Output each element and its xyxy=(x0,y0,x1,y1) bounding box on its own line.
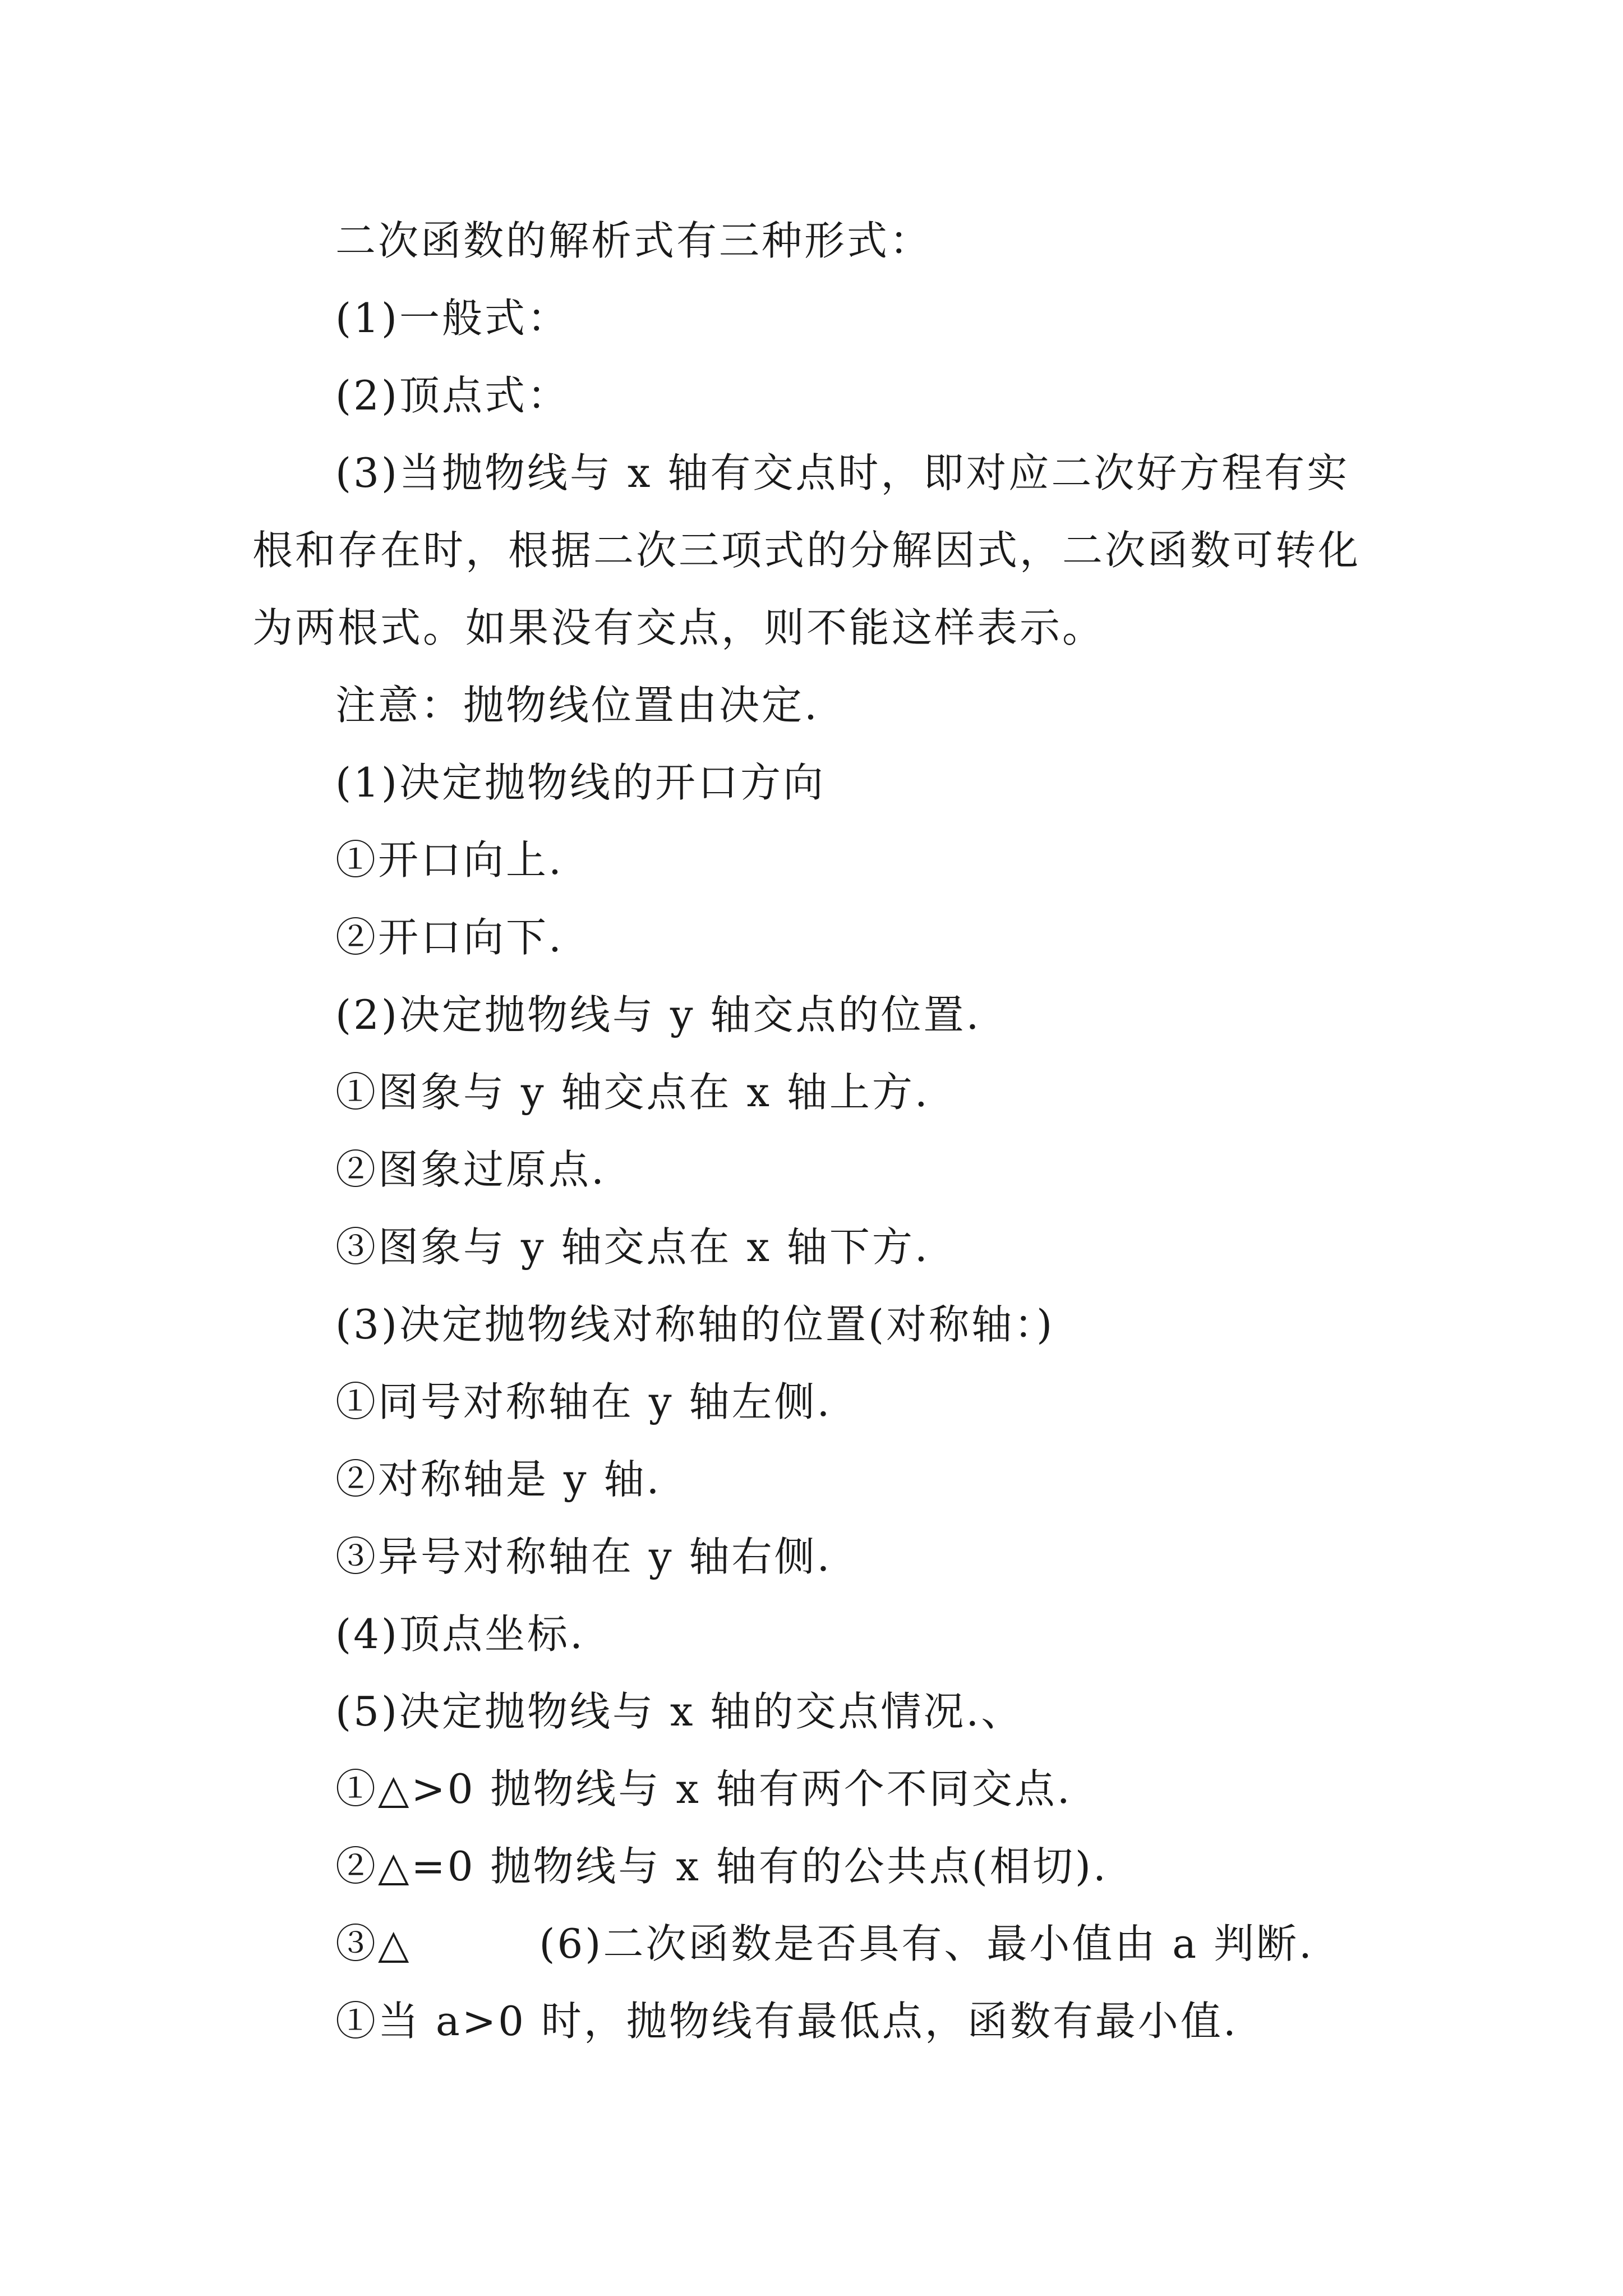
paragraph-line: 二次函数的解析式有三种形式： xyxy=(335,217,933,264)
paragraph-line: ②图象过原点. xyxy=(335,1146,606,1193)
paragraph-line: ①当 a>0 时，抛物线有最低点，函数有最小值. xyxy=(335,1998,1238,2045)
paragraph-line: 注意：抛物线位置由决定. xyxy=(335,682,819,729)
paragraph-line: (1)一般式： xyxy=(335,295,570,342)
paragraph-line: ③△ (6)二次函数是否具有、最小值由 a 判断. xyxy=(335,1920,1314,1967)
paragraph-line: ②开口向下. xyxy=(335,914,564,961)
paragraph-line: 根和存在时，根据二次三项式的分解因式，二次函数可转化 xyxy=(252,527,1361,574)
paragraph-line: (2)顶点式： xyxy=(335,372,570,419)
paragraph-line: ③异号对称轴在 y 轴右侧. xyxy=(335,1533,832,1580)
paragraph-line: (4)顶点坐标. xyxy=(335,1611,585,1658)
paragraph-line: ②对称轴是 y 轴. xyxy=(335,1456,662,1503)
document-body xyxy=(252,202,1385,2060)
paragraph-line: 为两根式。如果没有交点，则不能这样表示。 xyxy=(252,604,1105,651)
paragraph-line: ①图象与 y 轴交点在 x 轴上方. xyxy=(335,1069,930,1116)
paragraph-line: (1)决定抛物线的开口方向 xyxy=(335,759,826,806)
paragraph-line: ③图象与 y 轴交点在 x 轴下方. xyxy=(335,1223,930,1271)
paragraph-line: (2)决定抛物线与 y 轴交点的位置. xyxy=(335,991,981,1038)
paragraph-line: ②△=0 抛物线与 x 轴有的公共点(相切). xyxy=(335,1843,1108,1890)
paragraph-line: ①△>0 抛物线与 x 轴有两个不同交点. xyxy=(335,1765,1072,1812)
paragraph-line: (5)决定抛物线与 x 轴的交点情况.、 xyxy=(335,1688,1024,1735)
paragraph-line: (3)决定抛物线对称轴的位置(对称轴：) xyxy=(335,1301,1055,1348)
paragraph-line: ①同号对称轴在 y 轴左侧. xyxy=(335,1378,832,1425)
paragraph-line: ①开口向上. xyxy=(335,836,564,884)
paragraph-line: (3)当抛物线与 x 轴有交点时，即对应二次好方程有实 xyxy=(335,449,1350,496)
